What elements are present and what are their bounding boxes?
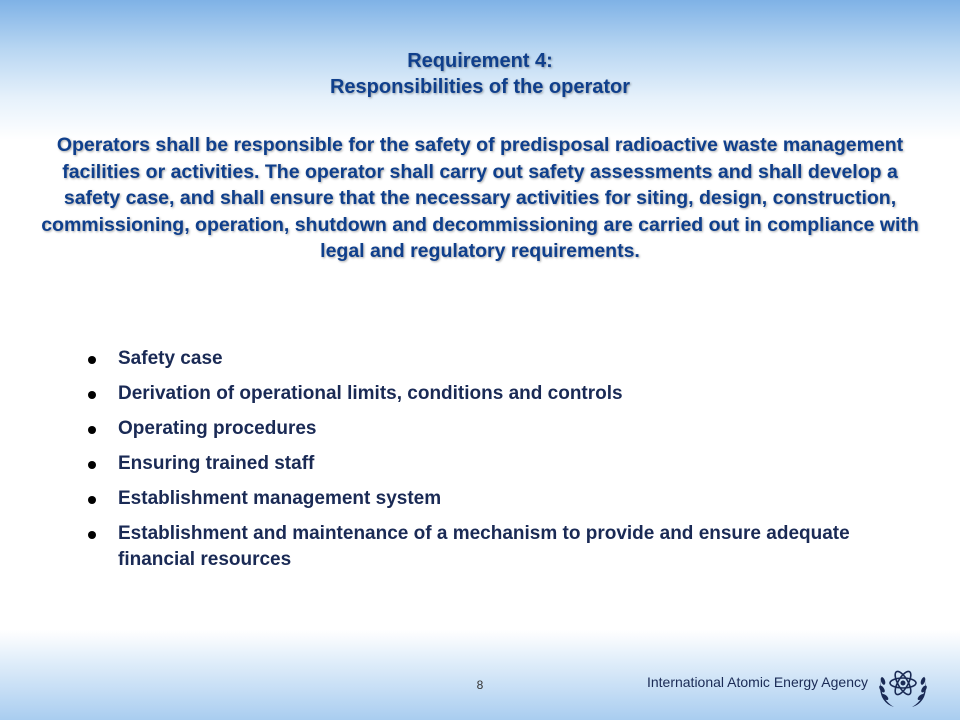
list-item xyxy=(88,381,888,407)
list-item-text: Establishment and maintenance of a mechanism to provide and ensure adequate financial resources xyxy=(118,523,850,570)
bullet-dot-icon xyxy=(88,356,96,364)
list-item xyxy=(88,346,888,372)
page-number: 8 xyxy=(476,678,484,692)
slide-title-line1: Requirement 4: xyxy=(407,50,553,72)
list-item-text: Derivation of operational limits, conditions and controls xyxy=(118,383,623,404)
slide-title-line2: Responsibilities of the operator xyxy=(329,76,631,98)
iaea-emblem-icon xyxy=(872,655,934,717)
bullet-dot-icon xyxy=(88,496,96,504)
list-item-text: Operating procedures xyxy=(118,418,317,439)
agency-name: International Atomic Energy Agency xyxy=(646,674,868,690)
list-item xyxy=(88,521,888,573)
bullet-dot-icon xyxy=(88,531,96,539)
bullet-dot-icon xyxy=(88,461,96,469)
list-item xyxy=(88,451,888,477)
bullet-dot-icon xyxy=(88,391,96,399)
list-item-text: Safety case xyxy=(118,348,223,369)
requirement-statement: Operators shall be responsible for the safety of predisposal radioactive waste management facilities or activities. The operator shall carry out safety assessments and shall develop a safety case, and shall ensure that the necessary activities for siting, design, construction, commissioning, operation, shutdown and decommissioning are carried out in compliance with legal and regulatory requirements. xyxy=(41,134,919,262)
bullet-dot-icon xyxy=(88,426,96,434)
list-item-text: Establishment management system xyxy=(118,488,442,509)
bullet-list xyxy=(88,346,888,582)
list-item-text: Ensuring trained staff xyxy=(118,453,315,474)
list-item xyxy=(88,486,888,512)
slide-title xyxy=(30,48,930,100)
list-item xyxy=(88,416,888,442)
